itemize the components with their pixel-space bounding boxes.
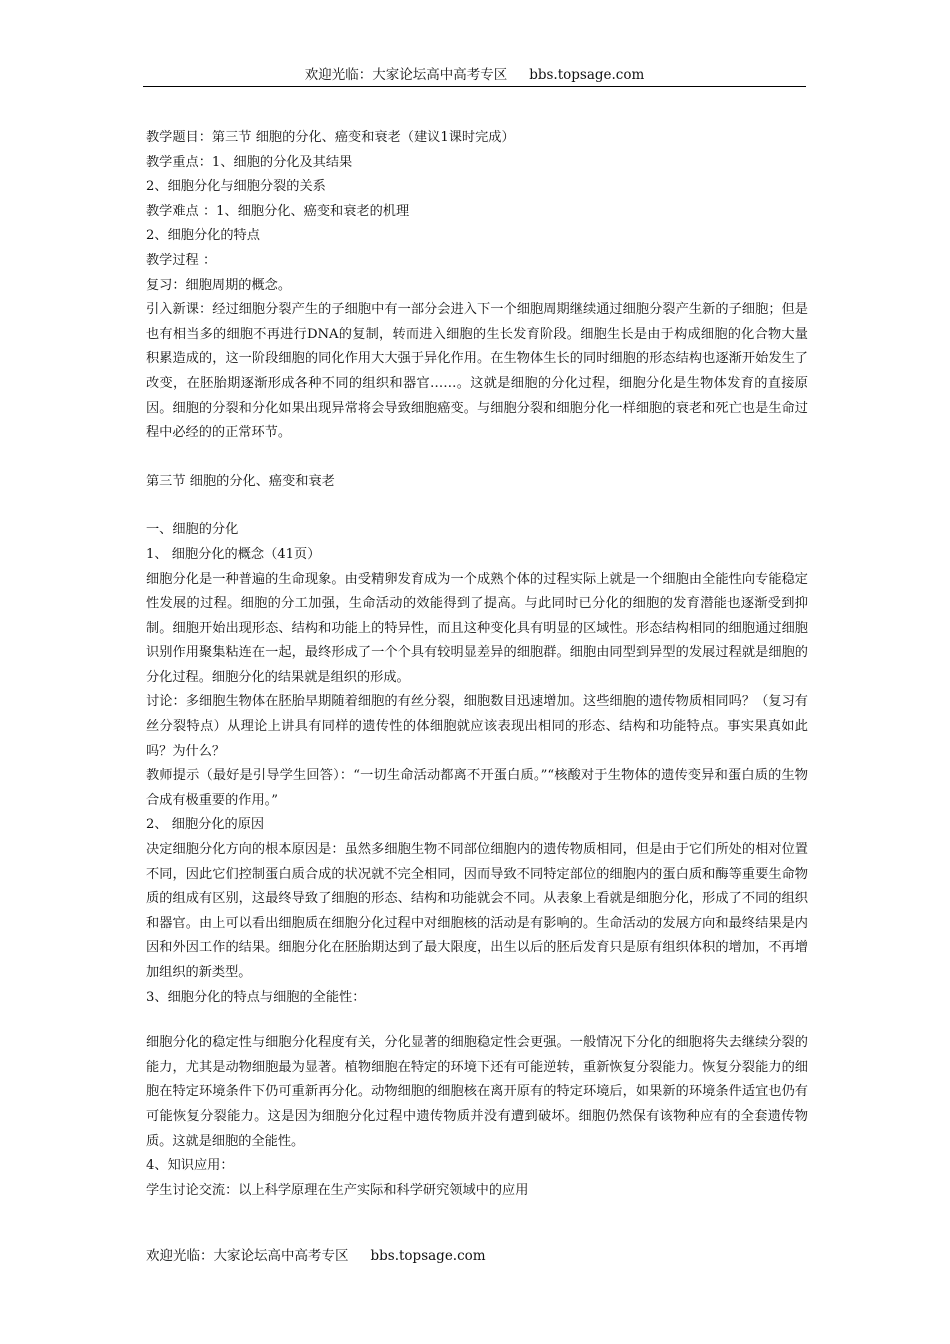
difficulty-1: 教学难点 ：1、细胞分化、癌变和衰老的机理 — [146, 203, 410, 219]
key-point-2: 2、细胞分化与细胞分裂的关系 — [146, 179, 326, 195]
application-paragraph: 学生讨论交流：以上科学原理在生产实际和科学研究领域中的应用 — [146, 1182, 529, 1198]
header-welcome-text: 欢迎光临：大家论坛高中高考专区 — [304, 67, 508, 83]
subheading-features: 3、细胞分化的特点与细胞的全能性： — [146, 989, 366, 1005]
concept-paragraph: 细胞分化是一种普遍的生命现象。由受精卵发育成为一个成熟个体的过程实际上就是一个细胞由全能性向专能稳定性发展的过程。细胞的分工加强，生命活动的效能得到了提高。与此同时已分化的细胞的发育潜能也逐渐受到抑制。细胞开始出现形态、结构和功能上的特异性，而且这种变化具有明显的区域性。形态结构相同的细胞通过细胞识别作用聚集粘连在一起，最终形成了一个个具有较明显差异的细胞群。细胞由同型到异型的发展过程就是细胞的分化过程。细胞分化的结果就是组织的形成。 — [146, 571, 808, 685]
teacher-hint-paragraph: 教师提示（最好是引导学生回答）：“一切生命活动都离不开蛋白质。”“核酸对于生物体的遗传变异和蛋白质的生物合成有极重要的作用。” — [146, 768, 808, 808]
footer-site-link[interactable]: bbs.topsage.com — [370, 1248, 486, 1264]
document-body — [146, 126, 808, 1203]
subheading-application: 4、知识应用： — [146, 1158, 234, 1174]
footer-welcome-text: 欢迎光临：大家论坛高中高考专区 — [146, 1248, 349, 1264]
teaching-process-label: 教学过程 ： — [146, 252, 217, 268]
subheading-concept: 1、 细胞分化的概念（41页） — [146, 546, 321, 562]
intro-paragraph: 引入新课：经过细胞分裂产生的子细胞中有一部分会进入下一个细胞周期继续通过细胞分裂产生新的子细胞；但是也有相当多的细胞不再进行DNA的复制，转而进入细胞的生长发育阶段。细胞生长是由于构成细胞的化合物大量积累造成的，这一阶段细胞的同化作用大大强于异化作用。在生物体生长的同时细胞的形态结构也逐渐开始发生了改变，在胚胎期逐渐形成各种不同的组织和器官……。这就是细胞的分化过程，细胞分化是生物体发育的直接原因。细胞的分裂和分化如果出现异常将会导致细胞癌变。与细胞分裂和细胞分化一样细胞的衰老和死亡也是生命过程中必经的的正常环节。 — [146, 302, 808, 441]
key-point-1: 教学重点：1、细胞的分化及其结果 — [146, 154, 353, 170]
header-site-link[interactable]: bbs.topsage.com — [529, 67, 645, 83]
cause-paragraph: 决定细胞分化方向的根本原因是：虽然多细胞生物不同部位细胞内的遗传物质相同，但是由于它们所处的相对位置不同，因此它们控制蛋白质合成的状况就不完全相同，因而导致不同特定部位的细胞内的蛋白质和酶等重要生命物质的组成有区别，这最终导致了细胞的形态、结构和功能就会不同。从表象上看就是细胞分化，形成了不同的组织和器官。由上可以看出细胞质在细胞分化过程中对细胞核的活动是有影响的。生命活动的发展方向和最终结果是内因和外因工作的结果。细胞分化在胚胎期达到了最大限度，出生以后的胚后发育只是原有组织体积的增加，不再增加组织的新类型。 — [146, 842, 808, 980]
difficulty-2: 2、细胞分化的特点 — [146, 228, 260, 244]
subheading-cause: 2、 细胞分化的原因 — [146, 817, 265, 833]
heading-cell-differentiation: 一、细胞的分化 — [146, 522, 239, 538]
features-paragraph: 细胞分化的稳定性与细胞分化程度有关，分化显著的细胞稳定性会更强。一般情况下分化的细胞将失去继续分裂的能力，尤其是动物细胞最为显著。植物细胞在特定的环境下还有可能逆转，重新恢复分裂能力。恢复分裂能力的细胞在特定环境条件下仍可重新再分化。动物细胞的细胞核在离开原有的特定环境后，如果新的环境条件适宜也仍有可能恢复分裂能力。这是因为细胞分化过程中遗传物质并没有遭到破坏。细胞仍然保有该物种应有的全套遗传物质。这就是细胞的全能性。 — [146, 1035, 808, 1149]
page-header — [143, 66, 806, 87]
section-title: 第三节 细胞的分化、癌变和衰老 — [146, 473, 335, 489]
review-line: 复习：细胞周期的概念。 — [146, 277, 292, 293]
lesson-title: 教学题目：第三节 细胞的分化、癌变和衰老（建议1课时完成） — [146, 130, 515, 145]
discussion-paragraph: 讨论：多细胞生物体在胚胎早期随着细胞的有丝分裂，细胞数目迅速增加。这些细胞的遗传物质相同吗？（复习有丝分裂特点）从理论上讲具有同样的遗传性的体细胞就应该表现出相同的形态、结构和功能特点。事实果真如此吗？为什么？ — [146, 694, 808, 759]
page-footer — [146, 1247, 486, 1265]
